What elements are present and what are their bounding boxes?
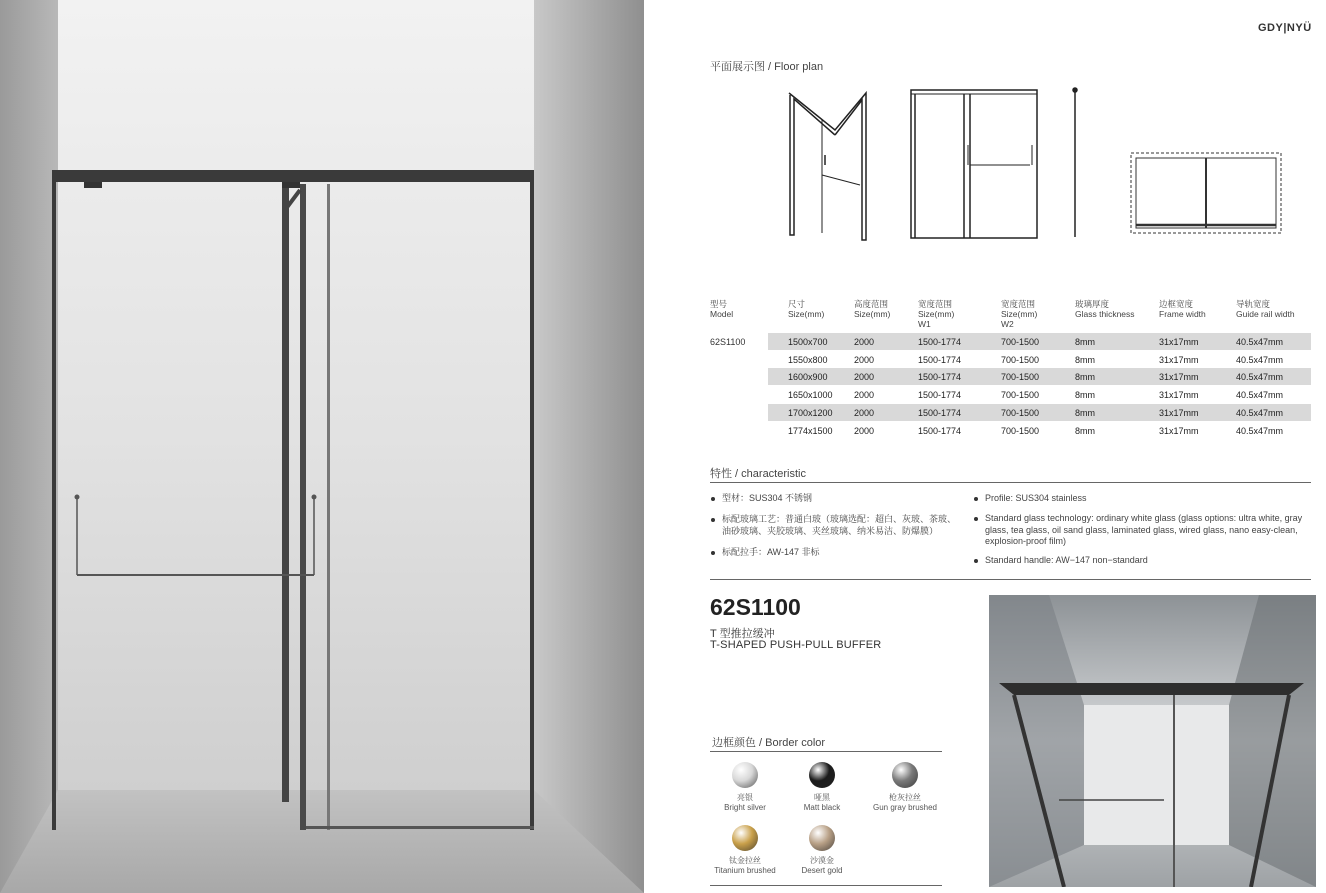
side-view-drawing: [1073, 88, 1077, 237]
table-cell: 2000: [854, 354, 875, 365]
table-row: [768, 404, 1311, 421]
color-name: [860, 793, 950, 813]
border-color-title: 边框颜色 / Border color: [712, 737, 826, 749]
color-name: [777, 793, 867, 813]
header-width-w1: 宽度范围 Size(mm) W1: [918, 299, 955, 329]
color-name-en: Bright silver: [724, 803, 766, 812]
table-cell: 700-1500: [1001, 407, 1040, 418]
table-cell: 700-1500: [1001, 372, 1040, 383]
table-cell: 8mm: [1075, 354, 1095, 365]
table-cell: 31x17mm: [1159, 354, 1199, 365]
color-name-en: Titanium brushed: [714, 866, 776, 875]
color-swatch[interactable]: [809, 825, 835, 851]
bullet: [711, 518, 715, 522]
bullet: [974, 497, 978, 501]
table-row: [768, 333, 1311, 350]
table-cell: 8mm: [1075, 407, 1095, 418]
color-name-cn: 沙漠金: [810, 856, 834, 865]
color-name-en: Matt black: [803, 803, 841, 812]
table-cell: 700-1500: [1001, 337, 1040, 347]
table-row: [768, 368, 1311, 385]
product-inset-photo: [989, 595, 1316, 887]
table-cell: 1500x700: [788, 337, 828, 347]
header-frame-width: 边框宽度 Frame width: [1159, 299, 1206, 319]
color-swatch[interactable]: [732, 762, 758, 788]
table-cell: 8mm: [1075, 390, 1095, 401]
table-cell: 1500-1774: [918, 372, 962, 383]
color-name: [777, 856, 867, 876]
table-model-cell: 62S1100: [710, 337, 746, 347]
table-cell: 2000: [854, 337, 875, 347]
bullet: [711, 551, 715, 555]
header-size: 尺寸 Size(mm): [788, 299, 825, 319]
divider: [710, 482, 1311, 483]
feature-cn-3: 标配拉手：AW-147 非标: [722, 547, 820, 557]
color-swatch[interactable]: [892, 762, 918, 788]
front-view-drawing: [911, 90, 1037, 238]
table-cell: 1500-1774: [918, 390, 962, 401]
table-cell: 31x17mm: [1159, 372, 1199, 383]
table-cell: 700-1500: [1001, 354, 1040, 365]
color-name-cn: 钛金拉丝: [729, 856, 761, 865]
bullet: [974, 517, 978, 521]
brand-logo: GDY|NYÜ: [1258, 22, 1312, 34]
table-cell: 40.5x47mm: [1236, 390, 1284, 401]
table-cell: 31x17mm: [1159, 425, 1199, 436]
iso-view-drawing: [789, 93, 866, 240]
product-model-title: 62S1100: [710, 594, 801, 620]
table-cell: 8mm: [1075, 425, 1095, 436]
table-cell: 2000: [854, 372, 875, 383]
top-view-drawing: [1131, 153, 1281, 233]
feature-en-2: Standard glass technology: ordinary white glass (glass options: ultra white, gray glass, tea glass, oil sand glass, laminated glass, wired glass, nano easy-clean, explosion-proof film): [985, 513, 1303, 546]
color-name-cn: 枪灰拉丝: [889, 793, 921, 802]
table-cell: 1774x1500: [788, 425, 833, 436]
table-cell: 40.5x47mm: [1236, 354, 1284, 365]
table-cell: 1500-1774: [918, 425, 962, 436]
feature-en-3: Standard handle: AW−147 non−standard: [985, 555, 1148, 565]
feature-en-1: Profile: SUS304 stainless: [985, 493, 1087, 503]
header-width-w2: 宽度范围 Size(mm) W2: [1001, 299, 1038, 329]
table-cell: 700-1500: [1001, 390, 1040, 401]
table-cell: 1500-1774: [918, 337, 962, 347]
divider: [710, 751, 942, 752]
table-cell: 1500-1774: [918, 354, 962, 365]
table-cell: 40.5x47mm: [1236, 372, 1284, 383]
table-cell: 1550x800: [788, 354, 828, 365]
table-cell: 40.5x47mm: [1236, 425, 1284, 436]
header-glass-thickness: 玻璃厚度 Glass thickness: [1075, 299, 1135, 319]
product-subtitle-en: T-SHAPED PUSH-PULL BUFFER: [710, 639, 882, 651]
divider: [710, 885, 942, 886]
table-cell: 8mm: [1075, 372, 1095, 383]
table-cell: 2000: [854, 390, 875, 401]
divider: [710, 579, 1311, 580]
table-cell: 31x17mm: [1159, 337, 1199, 347]
table-cell: 31x17mm: [1159, 390, 1199, 401]
header-guide-rail-width: 导轨宽度 Guide rail width: [1236, 299, 1295, 319]
color-name-en: Desert gold: [801, 866, 843, 875]
table-cell: 1700x1200: [788, 407, 833, 418]
table-cell: 1650x1000: [788, 390, 833, 401]
feature-cn-2: 标配玻璃工艺：普通白玻（玻璃选配：超白、灰玻、茶玻、油砂玻璃、夹胶玻璃、夹丝玻璃、纳米易洁、防爆膜）: [722, 514, 957, 536]
table-cell: 2000: [854, 407, 875, 418]
table-cell: 40.5x47mm: [1236, 337, 1284, 347]
table-cell: 2000: [854, 425, 875, 436]
header-height-range: 高度范围 Size(mm): [854, 299, 891, 319]
shower-door-photo: [0, 0, 644, 893]
header-model: 型号 Model: [710, 299, 734, 319]
color-name-cn: 亮银: [737, 793, 753, 802]
bullet: [711, 497, 715, 501]
table-cell: 1600x900: [788, 372, 828, 383]
product-subtitle-cn: T 型推拉缓冲: [710, 628, 775, 640]
color-name-en: Gun gray brushed: [872, 803, 938, 812]
floor-plan-drawings: [780, 85, 1300, 245]
table-cell: 8mm: [1075, 337, 1095, 347]
table-cell: 1500-1774: [918, 407, 962, 418]
color-swatch[interactable]: [809, 762, 835, 788]
feature-cn-1: 型材：SUS304 不锈钢: [722, 493, 813, 503]
floor-plan-title: 平面展示图 / Floor plan: [710, 61, 824, 73]
color-name-cn: 哑黑: [814, 793, 830, 802]
table-row: [768, 422, 1311, 439]
table-cell: 31x17mm: [1159, 407, 1199, 418]
table-row: [768, 386, 1311, 403]
characteristic-title: 特性 / characteristic: [710, 468, 806, 480]
bullet: [974, 559, 978, 563]
table-cell: 40.5x47mm: [1236, 407, 1284, 418]
color-swatch[interactable]: [732, 825, 758, 851]
table-row: [768, 351, 1311, 368]
table-cell: 700-1500: [1001, 425, 1040, 436]
